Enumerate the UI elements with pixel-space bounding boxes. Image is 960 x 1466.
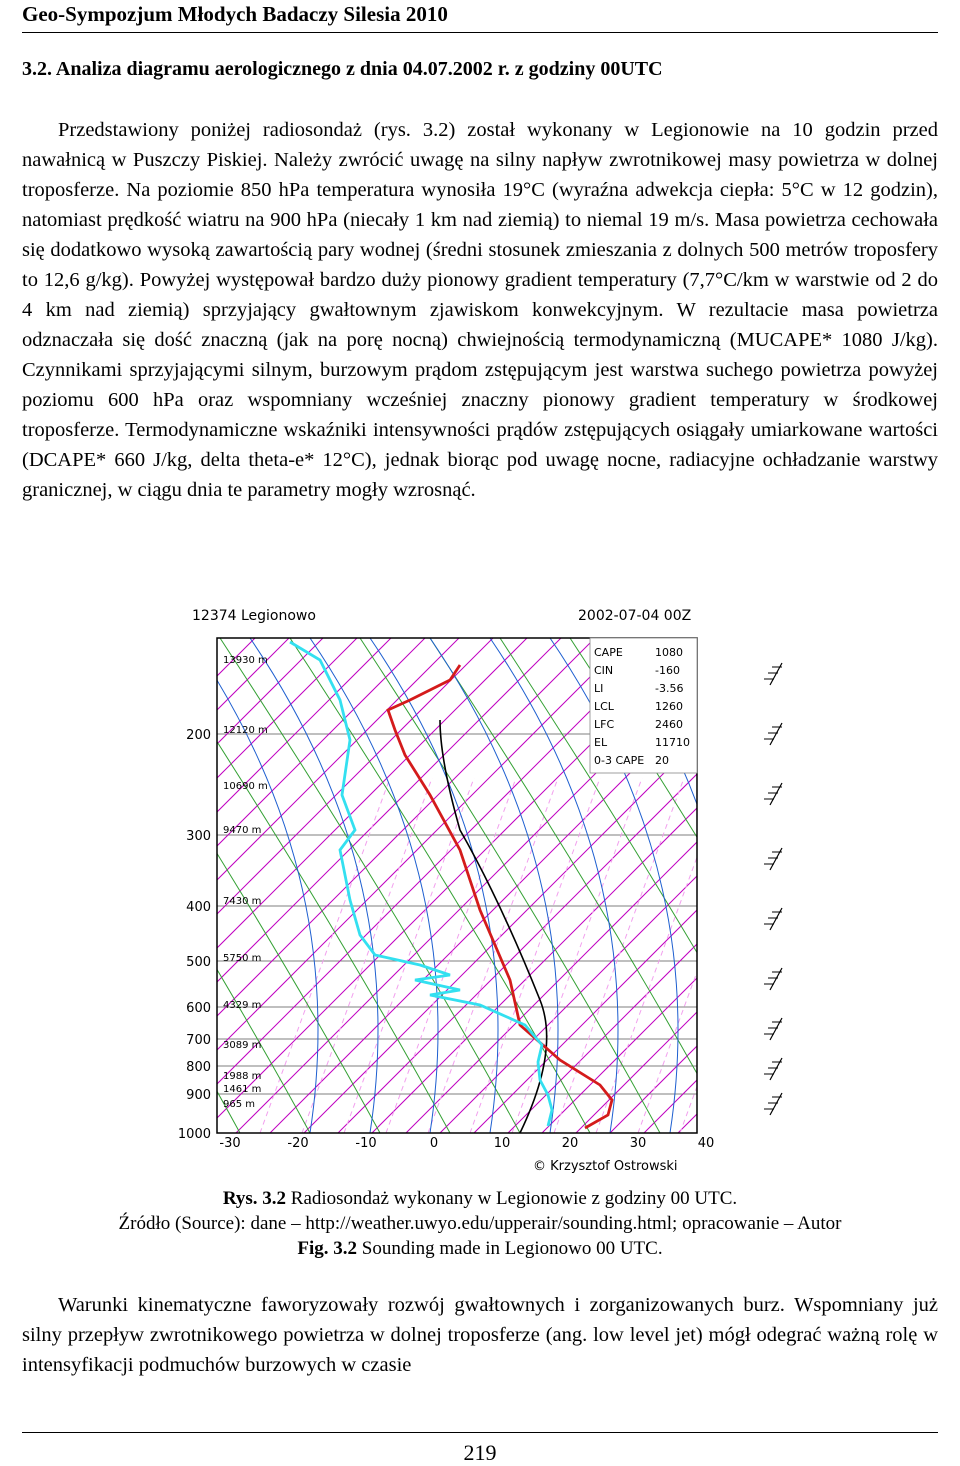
station-title: 12374 Legionowo [192, 608, 316, 624]
height-label: 12120 m [223, 725, 268, 736]
index-name: CAPE [594, 646, 623, 659]
isotherm-line [304, 638, 799, 1133]
wind-barb [770, 723, 782, 745]
author-credit: © Krzysztof Ostrowski [533, 1159, 678, 1174]
index-name: CIN [594, 664, 614, 677]
dry-adiabat-line [160, 638, 240, 1133]
mixing-ratio-line [512, 778, 642, 1133]
mixing-ratio-line [554, 778, 684, 1133]
pressure-label: 200 [186, 728, 211, 743]
wind-barb [770, 783, 782, 805]
temperature-label: -10 [355, 1136, 377, 1151]
caption-rys-label: Rys. 3.2 [222, 1188, 287, 1209]
footer-rule [22, 1432, 938, 1433]
section-heading: 3.2. Analiza diagramu aerologicznego z dnia 04.07.2002 r. z godziny 00UTC [22, 58, 663, 80]
index-value: 1260 [655, 700, 683, 713]
index-name: 0-3 CAPE [594, 754, 645, 767]
height-label: 10690 m [223, 781, 268, 792]
mixing-ratio-line [470, 778, 600, 1133]
pressure-label: 400 [186, 900, 211, 915]
isotherm-line [160, 638, 357, 1133]
wind-barb [770, 663, 782, 685]
moist-adiabat-line [190, 638, 318, 1133]
index-value: 20 [655, 754, 669, 767]
height-label: 4329 m [223, 1000, 262, 1011]
height-label: 1988 m [223, 1071, 262, 1082]
skew-t-diagram [160, 580, 800, 1190]
pressure-label: 800 [186, 1060, 211, 1075]
caption-fig-label: Fig. 3.2 [297, 1238, 358, 1259]
caption-rys-text: Radiosondaż wykonany w Legionowie z godziny 00 UTC. [286, 1188, 738, 1209]
mixing-ratio-line [260, 778, 390, 1133]
height-label: 965 m [223, 1099, 256, 1110]
parcel-path [440, 720, 547, 1133]
isotherm-line [160, 638, 493, 1133]
temperature-label: -20 [287, 1136, 309, 1151]
mixing-ratio-line [302, 778, 432, 1133]
pressure-label: 1000 [177, 1127, 211, 1142]
isotherm-line [160, 638, 391, 1133]
index-name: LCL [594, 700, 614, 713]
index-value: 11710 [655, 736, 690, 749]
figure-source: Źródło (Source): dane – http://weather.uwyo.edu/upperair/sounding.html; opracowanie – Autor [118, 1213, 842, 1234]
temperature-label: 0 [429, 1136, 439, 1151]
mixing-ratio-line [344, 778, 474, 1133]
indices-table [590, 638, 697, 773]
wind-barb [770, 1058, 782, 1080]
temperature-label: 20 [561, 1136, 579, 1151]
pressure-label: 300 [186, 829, 211, 844]
wind-barb [770, 1093, 782, 1115]
height-label: 13930 m [223, 655, 268, 666]
header-rule [22, 32, 938, 33]
isotherm-line [160, 638, 289, 1133]
index-name: EL [594, 736, 608, 749]
wind-barb [770, 1018, 782, 1040]
isotherm-line [160, 638, 459, 1133]
sounding-figure [160, 580, 800, 1190]
index-value: 2460 [655, 718, 683, 731]
height-label: 7430 m [223, 896, 262, 907]
mixing-ratio-line [638, 778, 768, 1133]
dry-adiabat-line [160, 638, 450, 1133]
mixing-ratio-line [722, 778, 800, 1133]
temperature-label: 10 [493, 1136, 511, 1151]
page-number: 219 [463, 1440, 497, 1465]
pressure-label: 700 [186, 1033, 211, 1048]
wind-barb [770, 848, 782, 870]
height-label: 9470 m [223, 825, 262, 836]
caption-fig-text: Sounding made in Legionowo 00 UTC. [357, 1238, 663, 1259]
temperature-label: 30 [629, 1136, 647, 1151]
pressure-label: 500 [186, 955, 211, 970]
wind-barb [770, 908, 782, 930]
pressure-label: 600 [186, 1001, 211, 1016]
mixing-ratio-line [680, 778, 800, 1133]
dry-adiabat-line [710, 638, 800, 1133]
mixing-ratio-line [596, 778, 726, 1133]
running-header: Geo-Sympozjum Młodych Badaczy Silesia 2010 [22, 2, 448, 26]
index-value: 1080 [655, 646, 683, 659]
temperature-label: 40 [697, 1136, 715, 1151]
index-value: -160 [655, 664, 680, 677]
paragraph-kinematics: Warunki kinematyczne faworyzowały rozwój gwałtownych i zorganizowanych burz. Wspomniany już silny przepływ zwrotnikowego powietrza w dolnej troposferze (ang. low level jet) mógł odegrać ważną rolę w intensyfikacji podmuchów burzowych w czasie [22, 1294, 938, 1376]
index-name: LI [594, 682, 604, 695]
isotherm-line [160, 638, 323, 1133]
isotherm-line [160, 638, 255, 1133]
pressure-label: 900 [186, 1088, 211, 1103]
height-label: 3089 m [223, 1040, 262, 1051]
datetime-title: 2002-07-04 00Z [578, 608, 692, 624]
figure-caption-pl [22, 1186, 938, 1211]
paragraph-analysis: Przedstawiony poniżej radiosondaż (rys. 3.2) został wykonany w Legionowie na 10 godzin przed nawałnicą w Puszczy Piskiej. Należy zwrócić uwagę na silny napływ zwrotnikowej masy powietrza w dolnej troposferze. Na poziomie 850 hPa temperatura wynosiła 19°C (wyraźna adwekcja ciepła: 5°C w 12 godzin), natomiast prędkość wiatru na 900 hPa (niecały 1 km nad ziemią) to niemal 19 m/s. Masa powietrza cechowała się dodatkowo wysoką zawartością pary wodnej (średni stosunek zmieszania z dolnych 500 metrów troposfery to 12,6 g/kg). Powyżej występował bardzo duży pionowy gradient temperatury (7,7°C/km w warstwie od 2 do 4 km nad ziemią) sprzyjający gwałtownym zjawiskom konwekcyjnym. W rezultacie masa powietrza odznaczała się dość znaczną (jak na porę nocną) chwiejnością termodynamiczną (MUCAPE* 1080 J/kg). Czynnikami sprzyjającymi silnym, burzowym prądom zstępującym jest warstwa suchego powietrza powyżej poziomu 600 hPa oraz wspomniany wcześniej znaczny pionowy gradient temperatury w środkowej troposferze. Termodynamiczne wskaźniki intensywności prądów zstępujących osiągały umiarkowane wartości (DCAPE* 660 J/kg, delta theta-e* 12°C), jednak biorąc pod uwagę nocne, radiacyjne ochładzanie warstwy granicznej, w ciągu dnia te parametry mogły wzrosnąć. [22, 119, 938, 501]
index-name: LFC [594, 718, 615, 731]
height-label: 1461 m [223, 1084, 262, 1095]
height-label: 5750 m [223, 953, 262, 964]
isotherm-line [338, 638, 800, 1133]
temperature-label: -30 [219, 1136, 241, 1151]
index-value: -3.56 [655, 682, 684, 695]
moist-adiabat-line [730, 638, 800, 1133]
wind-barb [770, 968, 782, 990]
figure-caption-en [22, 1236, 938, 1261]
temperature-profile [388, 665, 615, 1128]
isotherm-line [160, 638, 561, 1133]
wind-barbs [764, 663, 782, 1115]
